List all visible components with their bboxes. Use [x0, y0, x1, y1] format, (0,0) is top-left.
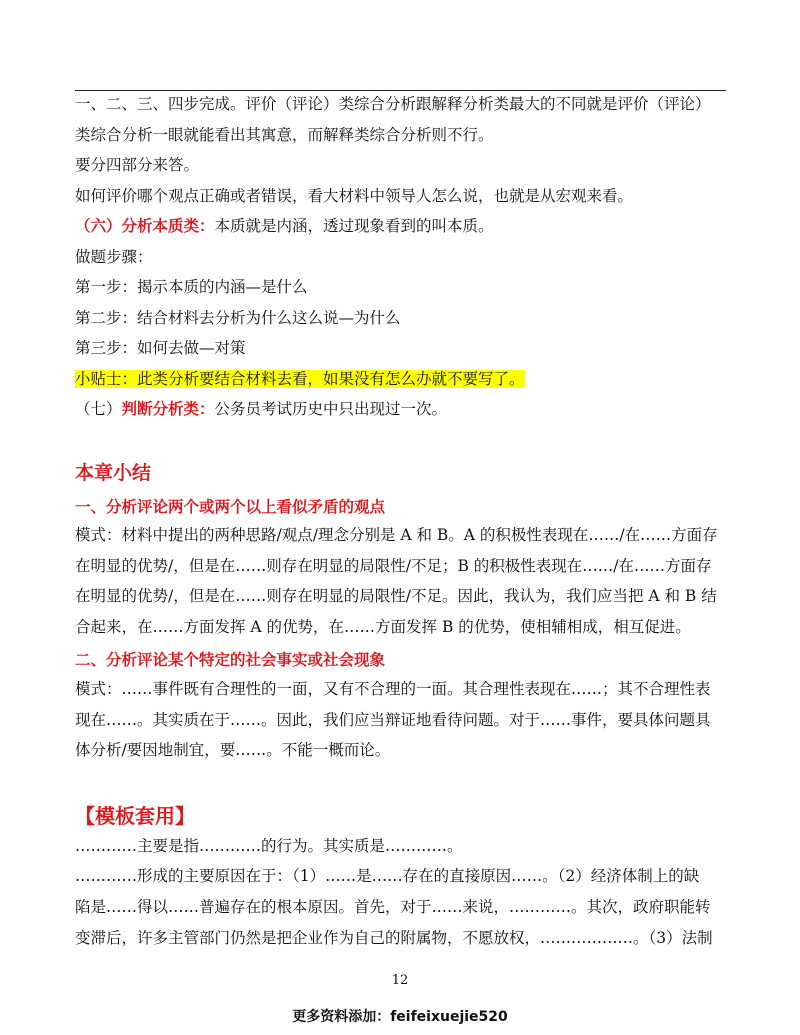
paragraph-line: 合起来，在……方面发挥 A 的优势，在……方面发挥 B 的优势，使相辅相成，相互促进。 — [75, 618, 691, 636]
step-1: 第一步：揭示本质的内涵—是什么 — [75, 278, 308, 296]
paragraph-line: 在明显的优势/，但是在……则存在明显的局限性/不足。因此，我认为，我们应当把 A 和 B 结 — [75, 587, 717, 605]
paragraph-line: 体分析/要因地制宜，要……。不能一概而论。 — [75, 741, 391, 759]
section-6 — [75, 216, 494, 236]
section-6-label: （六）分析本质类： — [75, 216, 215, 235]
body-line: 要分四部分来答。 — [75, 156, 200, 174]
paragraph-line: 在明显的优势/，但是在……则存在明显的局限性/不足；B 的积极性表现在……/在……方面存 — [75, 557, 712, 575]
paragraph-line: 模式：材料中提出的两种思路/观点/理念分别是 A 和 B。A 的积极性表现在……/在……方面存 — [75, 526, 718, 544]
summary-heading-2: 二、分析评论某个特定的社会事实或社会现象 — [75, 651, 386, 669]
tip — [75, 369, 525, 389]
template-line: 变滞后，许多主管部门仍然是把企业作为自己的附属物，不愿放权，………………。（3）法制 — [75, 929, 713, 947]
steps-title: 做题步骤： — [75, 248, 153, 266]
paragraph-line: 现在……。其实质在于……。因此，我们应当辩证地看待问题。对于……事件，要具体问题具 — [75, 711, 711, 729]
body-line: 类综合分析一眼就能看出其寓意，而解释类综合分析则不行。 — [75, 126, 494, 144]
section-7-label: 判断分析类： — [121, 399, 215, 418]
top-rule — [75, 90, 726, 91]
step-2: 第二步：结合材料去分析为什么这么说—为什么 — [75, 309, 401, 327]
body-line: 如何评价哪个观点正确或者错误，看大材料中领导人怎么说，也就是从宏观来看。 — [75, 187, 634, 205]
footer-note: 更多资料添加：feifeixuejie520 — [292, 1009, 508, 1025]
template-line: 陷是……得以……普遍存在的根本原因。首先，对于……来说，…………。其次，政府职能转 — [75, 898, 711, 916]
section-6-text: 本质就是内涵，透过现象看到的叫本质。 — [214, 217, 494, 235]
template-title: 【模板套用】 — [75, 804, 195, 828]
summary-heading-1: 一、分析评论两个或两个以上看似矛盾的观点 — [75, 498, 386, 516]
section-7-prefix: （七） — [75, 400, 122, 418]
tip-highlight: 小贴士：此类分析要结合材料去看，如果没有怎么办就不要写了。 — [75, 370, 525, 388]
body-line: 一、二、三、四步完成。评价（评论）类综合分析跟解释分析类最大的不同就是评价（评论） — [75, 95, 711, 113]
section-7 — [75, 399, 447, 419]
paragraph-line: 模式：……事件既有合理性的一面，又有不合理的一面。其合理性表现在……；其不合理性表 — [75, 680, 711, 698]
page-number: 12 — [391, 973, 409, 988]
section-7-text: 公务员考试历史中只出现过一次。 — [214, 400, 448, 418]
step-3: 第三步：如何去做—对策 — [75, 339, 246, 357]
chapter-summary-title: 本章小结 — [75, 462, 152, 484]
template-line: …………主要是指…………的行为。其实质是…………。 — [75, 837, 463, 855]
template-line: …………形成的主要原因在于：（1）……是……存在的直接原因……。（2）经济体制上的缺 — [75, 867, 700, 885]
